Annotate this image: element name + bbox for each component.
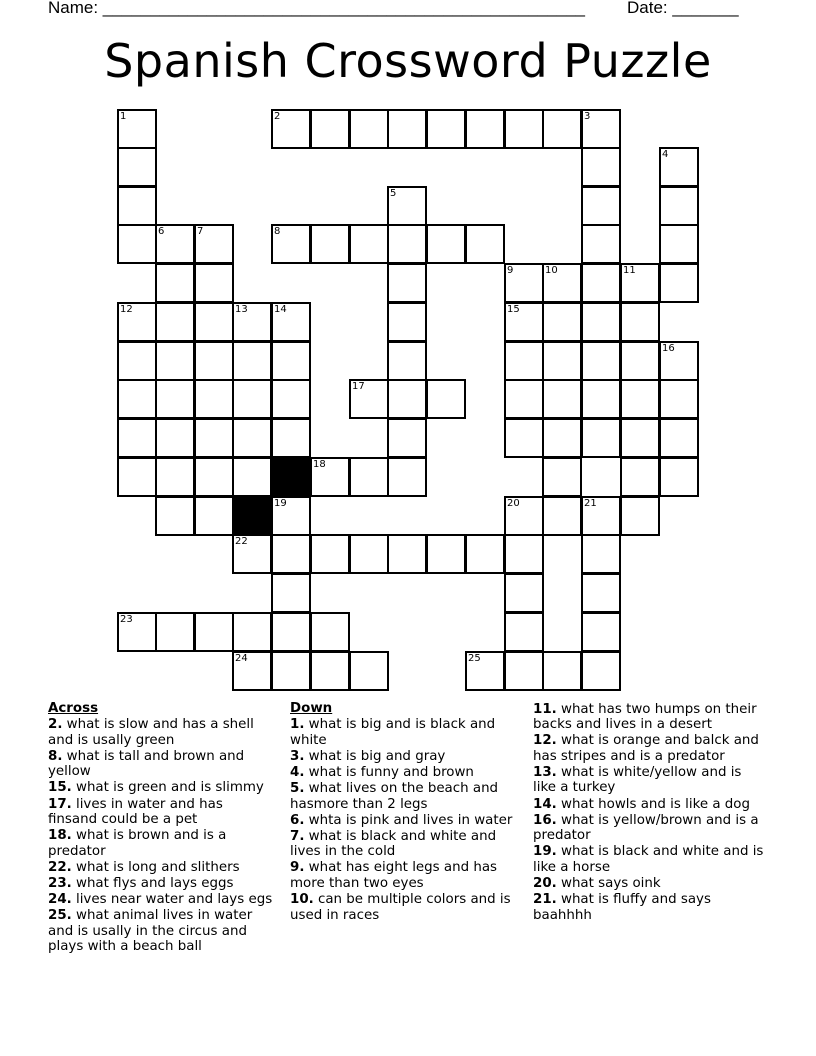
grid-cell[interactable] [620,263,660,303]
down-heading: Down [290,701,333,716]
clue-number: 9 [507,265,514,276]
grid-cell[interactable] [232,302,272,342]
grid-cell[interactable] [271,341,311,381]
grid-cell[interactable] [271,418,311,458]
grid-cell[interactable] [426,109,466,149]
clue-number: 12. [533,733,557,749]
grid-cell[interactable] [310,534,350,574]
grid-cell[interactable] [271,109,311,149]
grid-cell[interactable] [232,418,272,458]
grid-cell[interactable] [387,418,427,458]
grid-cell[interactable] [504,379,544,419]
grid-cell[interactable] [581,186,621,226]
grid-cell[interactable] [194,263,234,303]
clue-number: 24 [235,653,248,664]
grid-cell[interactable] [581,302,621,342]
grid-cell[interactable] [504,534,544,574]
grid-cell[interactable] [659,341,699,381]
clue-number: 1. [290,717,305,733]
grid-cell[interactable] [271,651,311,691]
grid-cell[interactable] [387,379,427,419]
clue-text: lives near water and lays egs [71,892,273,908]
down-clue [533,813,765,844]
grid-cell[interactable] [659,418,699,458]
clue-text: what is fluffy and says baahhhh [533,892,711,923]
date-field[interactable]: Date: _______ [627,0,739,17]
grid-cell[interactable] [310,612,350,652]
clue-number: 2. [48,717,63,733]
clue-number: 21. [533,892,557,908]
grid-cell[interactable] [426,534,466,574]
clue-number: 11 [623,265,636,276]
grid-cell[interactable] [194,496,234,536]
black-square [232,496,272,536]
down-clue-list [290,717,518,923]
across-clue [48,908,276,955]
grid-cell[interactable] [194,341,234,381]
grid-cell[interactable] [542,302,582,342]
clue-number: 25 [468,653,481,664]
clue-text: what is yellow/brown and is a predator [533,812,759,844]
grid-cell[interactable] [117,147,157,187]
grid-cell[interactable] [271,379,311,419]
grid-cell[interactable] [349,457,389,497]
grid-cell[interactable] [310,224,350,264]
grid-cell[interactable] [426,379,466,419]
down-clue [290,717,518,748]
clue-number: 6. [290,812,305,828]
clue-text: whta is pink and lives in water [304,812,513,828]
clue-number: 3. [290,748,305,764]
grid-cell[interactable] [271,302,311,342]
grid-cell[interactable] [581,341,621,381]
down-clue [533,797,765,813]
clue-number: 25. [48,908,72,924]
clue-number: 19. [533,844,557,860]
clue-text: what is black and white and is like a horse [533,844,764,875]
down-clue [290,813,518,829]
grid-cell[interactable] [581,418,621,458]
clue-text: what is tall and brown and yellow [48,748,245,780]
clue-number: 22 [235,536,248,547]
clue-text: what is big and is black and white [290,717,496,748]
grid-cell[interactable] [387,534,427,574]
grid-cell[interactable] [349,224,389,264]
grid-cell[interactable] [659,379,699,419]
clue-number: 21 [584,498,597,509]
grid-cell[interactable] [620,418,660,458]
clue-number: 14. [533,796,557,812]
grid-cell[interactable] [117,379,157,419]
clue-number: 24. [48,892,72,908]
clue-number: 16 [662,343,675,354]
grid-cell[interactable] [581,109,621,149]
grid-cell[interactable] [659,147,699,187]
grid-cell[interactable] [542,109,582,149]
grid-cell[interactable] [620,496,660,536]
grid-cell[interactable] [271,224,311,264]
grid-cell[interactable] [581,496,621,536]
grid-cell[interactable] [387,224,427,264]
across-clue [48,717,276,748]
grid-cell[interactable] [194,457,234,497]
grid-cell[interactable] [155,379,195,419]
grid-cell[interactable] [504,651,544,691]
grid-cell[interactable] [155,496,195,536]
grid-cell[interactable] [194,612,234,652]
grid-cell[interactable] [155,418,195,458]
grid-cell[interactable] [542,379,582,419]
grid-cell[interactable] [194,418,234,458]
grid-cell[interactable] [465,651,505,691]
grid-cell[interactable] [620,379,660,419]
clue-text: can be multiple colors and is used in races [290,892,511,923]
grid-cell[interactable] [542,457,582,497]
grid-cell[interactable] [504,109,544,149]
grid-cell[interactable] [310,651,350,691]
clue-number: 15 [507,304,520,315]
clue-number: 18 [313,459,326,470]
clue-text: what has eight legs and has more than two eyes [290,860,498,892]
across-clue [48,892,276,908]
clue-number: 7. [290,828,305,844]
grid-cell[interactable] [504,612,544,652]
clue-text: what flys and lays eggs [71,876,234,892]
grid-cell[interactable] [620,341,660,381]
grid-cell[interactable] [271,612,311,652]
across-clue [48,828,276,859]
clue-number: 12 [120,304,133,315]
clue-text: what animal lives in water and is usally in the circus and plays with a beach ball [48,908,253,955]
grid-cell[interactable] [155,263,195,303]
grid-cell[interactable] [504,573,544,613]
grid-cell[interactable] [387,186,427,226]
grid-cell[interactable] [349,651,389,691]
name-field[interactable]: Name: ___________________________________________________ [48,0,585,17]
clue-text: what is orange and balck and has stripes and is a predator [533,733,759,764]
grid-cell[interactable] [387,302,427,342]
grid-cell[interactable] [581,147,621,187]
grid-cell[interactable] [155,224,195,264]
clue-text: what is brown and is a predator [48,828,227,859]
grid-cell[interactable] [232,457,272,497]
clue-text: what is white/yellow and is like a turkey [533,764,742,796]
clue-text: what is big and gray [304,748,446,764]
clue-text: what is funny and brown [304,764,474,780]
clue-number: 23. [48,876,72,892]
grid-cell[interactable] [232,341,272,381]
clue-text: what says oink [556,876,661,892]
grid-cell[interactable] [117,186,157,226]
grid-cell[interactable] [581,534,621,574]
grid-cell[interactable] [387,341,427,381]
clue-text: what is slow and has a shell and is usally green [48,717,254,748]
down-clue [533,733,765,764]
grid-cell[interactable] [542,651,582,691]
clue-number: 23 [120,614,133,625]
grid-cell[interactable] [542,496,582,536]
grid-cell[interactable] [117,109,157,149]
clue-number: 3 [584,111,591,122]
down-clue [290,781,518,812]
clue-number: 8. [48,748,63,764]
grid-cell[interactable] [194,379,234,419]
across-clue [48,780,276,796]
page-title: Spanish Crossword Puzzle [104,34,712,88]
grid-cell[interactable] [465,109,505,149]
down-clue [533,876,765,892]
grid-cell[interactable] [155,612,195,652]
down-clue [290,860,518,891]
grid-cell[interactable] [232,651,272,691]
clue-text: what is long and slithers [71,859,240,875]
clue-text: what is black and white and lives in the cold [290,828,497,860]
clue-number: 4. [290,764,305,780]
grid-cell[interactable] [117,302,157,342]
across-clue [48,797,276,828]
down-clues [290,701,518,923]
grid-cell[interactable] [349,109,389,149]
clue-text: what is green and is slimmy [71,780,264,796]
clue-number: 13 [235,304,248,315]
clue-number: 6 [158,226,165,237]
clue-number: 2 [274,111,281,122]
clue-number: 20. [533,876,557,892]
clue-number: 20 [507,498,520,509]
clue-number: 4 [662,149,669,160]
grid-cell[interactable] [581,263,621,303]
clue-number: 8 [274,226,281,237]
down-clue [533,892,765,923]
grid-cell[interactable] [659,186,699,226]
grid-cell[interactable] [155,302,195,342]
clue-number: 5 [390,188,397,199]
grid-cell[interactable] [194,224,234,264]
down-clue [290,765,518,781]
grid-cell[interactable] [659,224,699,264]
grid-cell[interactable] [465,534,505,574]
grid-cell[interactable] [542,341,582,381]
clue-number: 11. [533,701,557,717]
grid-cell[interactable] [232,612,272,652]
down-clue [290,892,518,923]
clue-number: 7 [197,226,204,237]
grid-cell[interactable] [387,109,427,149]
clue-text: what has two humps on their backs and lives in a desert [533,701,757,733]
grid-cell[interactable] [117,612,157,652]
down-clue [533,702,765,733]
across-clues [48,701,276,955]
clue-number: 5. [290,780,305,796]
grid-cell[interactable] [232,379,272,419]
grid-cell[interactable] [620,457,660,497]
clue-number: 15. [48,780,72,796]
grid-cell[interactable] [117,457,157,497]
grid-cell[interactable] [581,651,621,691]
grid-cell[interactable] [117,224,157,264]
clue-text: what lives on the beach and hasmore than 2 legs [290,780,499,812]
grid-cell[interactable] [659,457,699,497]
clue-number: 19 [274,498,287,509]
grid-cell[interactable] [387,457,427,497]
grid-cell[interactable] [155,341,195,381]
grid-cell[interactable] [542,418,582,458]
grid-cell[interactable] [581,379,621,419]
grid-cell[interactable] [194,302,234,342]
grid-cell[interactable] [504,341,544,381]
grid-cell[interactable] [504,418,544,458]
grid-cell[interactable] [117,418,157,458]
across-clue [48,749,276,780]
grid-cell[interactable] [542,263,582,303]
clue-number: 16. [533,812,557,828]
down-clues-continued [533,701,765,923]
clue-text: what howls and is like a dog [556,796,750,812]
black-square [271,457,311,497]
clue-number: 17 [352,381,365,392]
clue-number: 17. [48,796,72,812]
grid-cell[interactable] [426,224,466,264]
clue-number: 13. [533,764,557,780]
grid-cell[interactable] [504,496,544,536]
grid-cell[interactable] [465,224,505,264]
grid-cell[interactable] [310,109,350,149]
clue-text: lives in water and has finsand could be a pet [48,796,223,828]
grid-cell[interactable] [117,341,157,381]
across-clue [48,876,276,892]
grid-cell[interactable] [155,457,195,497]
down-clue [533,844,765,875]
clue-number: 9. [290,860,305,876]
grid-cell[interactable] [581,224,621,264]
grid-cell[interactable] [581,612,621,652]
across-clue-list [48,717,276,955]
grid-cell[interactable] [232,534,272,574]
grid-cell[interactable] [271,534,311,574]
grid-cell[interactable] [349,534,389,574]
across-heading: Across [48,701,99,716]
across-clue [48,860,276,876]
grid-cell[interactable] [271,573,311,613]
grid-cell[interactable] [504,302,544,342]
clue-number: 18. [48,828,72,844]
grid-cell[interactable] [581,573,621,613]
grid-cell[interactable] [659,263,699,303]
grid-cell[interactable] [310,457,350,497]
down-clue-list-continued [533,702,765,924]
down-clue [533,765,765,796]
clue-number: 14 [274,304,287,315]
grid-cell[interactable] [387,263,427,303]
grid-cell[interactable] [620,302,660,342]
down-clue [290,829,518,860]
clue-number: 22. [48,859,72,875]
clue-number: 10. [290,892,314,908]
down-clue [290,749,518,765]
grid-cell[interactable] [271,496,311,536]
clue-number: 1 [120,111,127,122]
grid-cell[interactable] [504,263,544,303]
grid-cell[interactable] [349,379,389,419]
clue-number: 10 [545,265,558,276]
